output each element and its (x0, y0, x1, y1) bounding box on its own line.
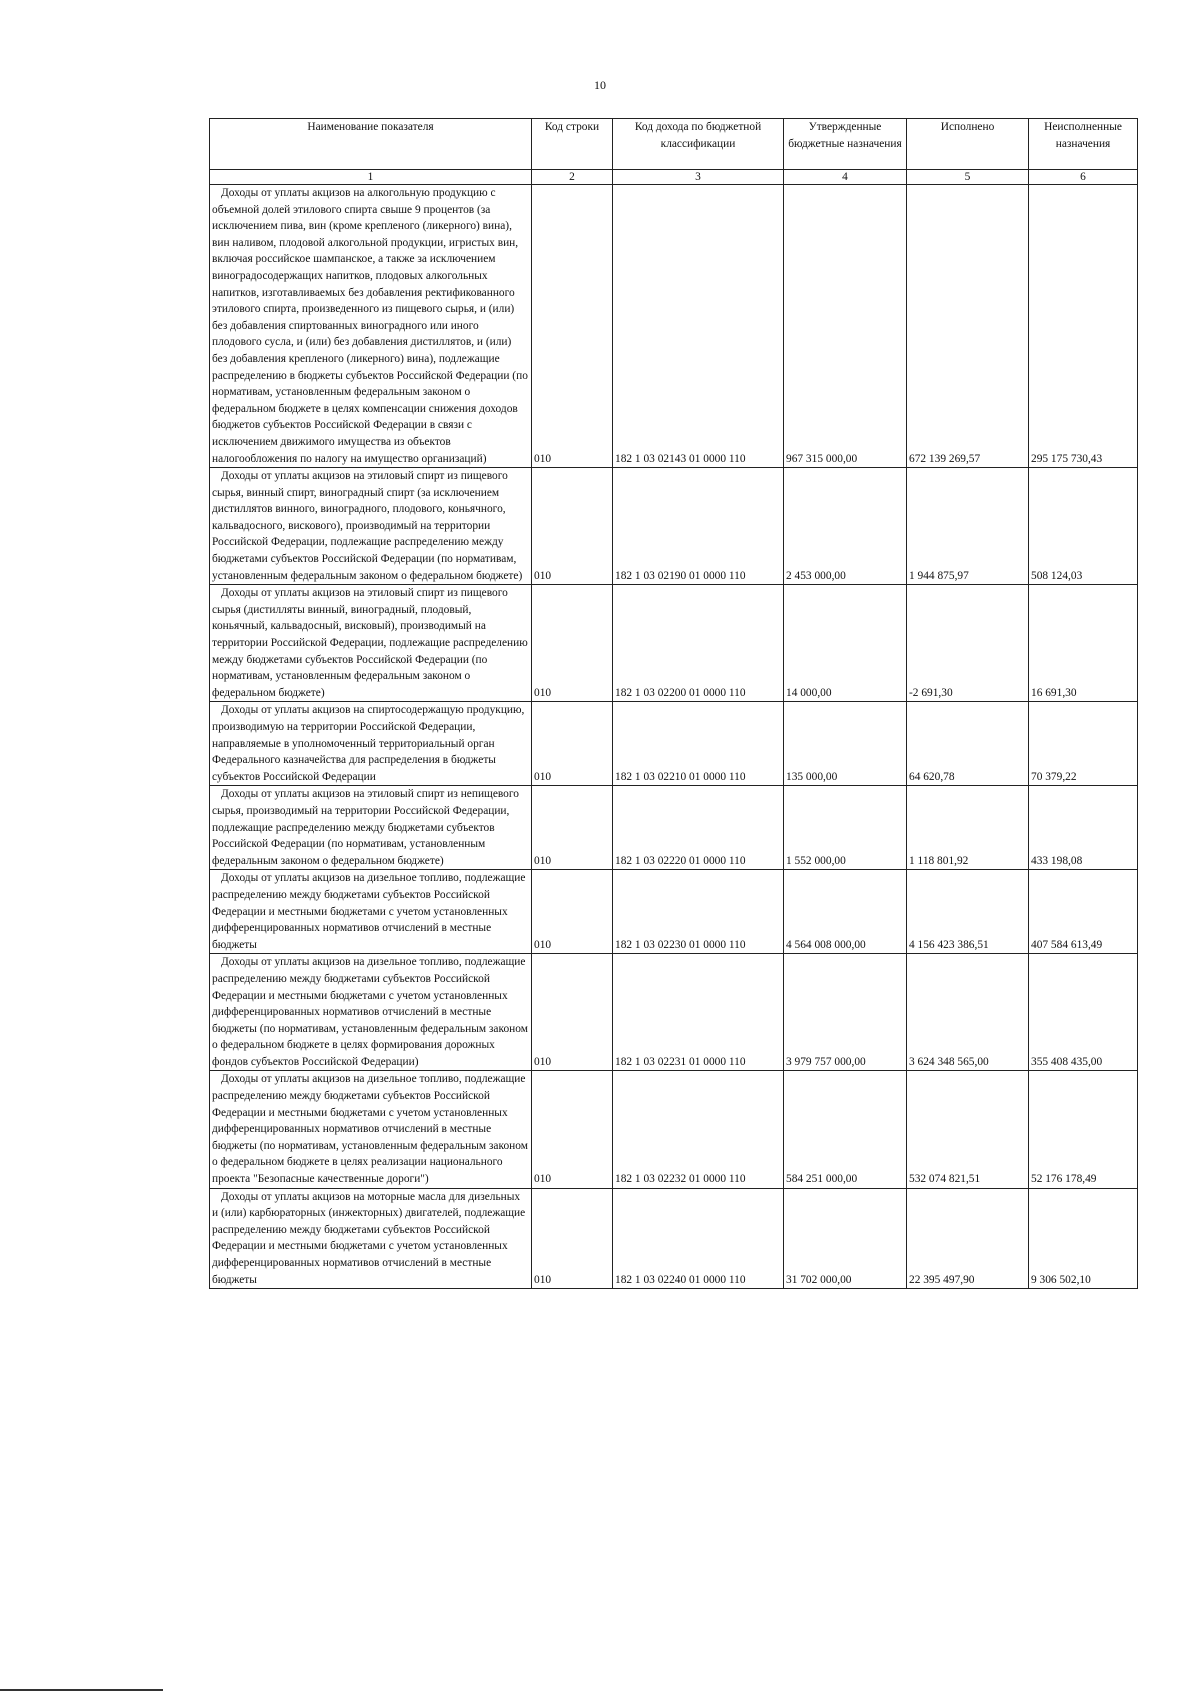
line-code: 010 (532, 1188, 613, 1289)
executed-amount: -2 691,30 (907, 585, 1029, 702)
column-header-executed: Исполнено (907, 119, 1029, 170)
executed-amount: 532 074 821,51 (907, 1071, 1029, 1188)
header-row (210, 119, 1138, 170)
unexecuted-amount: 295 175 730,43 (1029, 185, 1138, 468)
table-row (210, 954, 1138, 1071)
column-number: 5 (907, 170, 1029, 185)
indicator-name: Доходы от уплаты акцизов на этиловый спирт из пищевого сырья, винный спирт, виноградный спирт (за исключением дистиллятов винного, виноградного, плодового, коньячного, кальвадосного, вискового), производимый на территории Российской Федерации, подлежащие распределению между бюджетами субъектов Российской Федерации (по нормативам, установленным федеральным законом о федеральном бюджете) (210, 468, 532, 585)
approved-amount: 4 564 008 000,00 (784, 870, 907, 954)
unexecuted-amount: 52 176 178,49 (1029, 1071, 1138, 1188)
approved-amount: 2 453 000,00 (784, 468, 907, 585)
column-number: 4 (784, 170, 907, 185)
approved-amount: 1 552 000,00 (784, 786, 907, 870)
income-code: 182 1 03 02143 01 0000 110 (613, 185, 784, 468)
executed-amount: 22 395 497,90 (907, 1188, 1029, 1289)
approved-amount: 31 702 000,00 (784, 1188, 907, 1289)
column-number: 6 (1029, 170, 1138, 185)
income-code: 182 1 03 02230 01 0000 110 (613, 870, 784, 954)
income-code: 182 1 03 02231 01 0000 110 (613, 954, 784, 1071)
line-code: 010 (532, 1071, 613, 1188)
column-number: 1 (210, 170, 532, 185)
unexecuted-amount: 407 584 613,49 (1029, 870, 1138, 954)
line-code: 010 (532, 585, 613, 702)
approved-amount: 967 315 000,00 (784, 185, 907, 468)
executed-amount: 1 118 801,92 (907, 786, 1029, 870)
approved-amount: 135 000,00 (784, 702, 907, 786)
indicator-name: Доходы от уплаты акцизов на дизельное топливо, подлежащие распределению между бюджетами субъектов Российской Федерации и местными бюджетами с учетом установленных дифференцированных нормативов отчислений в местные бюджеты (210, 870, 532, 954)
executed-amount: 3 624 348 565,00 (907, 954, 1029, 1071)
indicator-name: Доходы от уплаты акцизов на моторные масла для дизельных и (или) карбюраторных (инжекторных) двигателей, подлежащие распределению между бюджетами субъектов Российской Федерации и местными бюджетами с учетом установленных дифференцированных нормативов отчислений в местные бюджеты (210, 1188, 532, 1289)
income-code: 182 1 03 02232 01 0000 110 (613, 1071, 784, 1188)
income-code: 182 1 03 02220 01 0000 110 (613, 786, 784, 870)
income-code: 182 1 03 02190 01 0000 110 (613, 468, 784, 585)
table-row (210, 1071, 1138, 1188)
line-code: 010 (532, 954, 613, 1071)
executed-amount: 4 156 423 386,51 (907, 870, 1029, 954)
column-header-income-code: Код дохода по бюджетной классификации (613, 119, 784, 170)
column-header-unexecuted: Неисполненные назначения (1029, 119, 1138, 170)
column-header-line-code: Код строки (532, 119, 613, 170)
line-code: 010 (532, 786, 613, 870)
approved-amount: 584 251 000,00 (784, 1071, 907, 1188)
executed-amount: 64 620,78 (907, 702, 1029, 786)
budget-execution-table (209, 118, 1138, 1289)
indicator-name: Доходы от уплаты акцизов на этиловый спирт из непищевого сырья, производимый на территории Российской Федерации, подлежащие распределению между бюджетами субъектов Российской Федерации (по нормативам, установленным федеральным законом о федеральном бюджете) (210, 786, 532, 870)
unexecuted-amount: 508 124,03 (1029, 468, 1138, 585)
page-edge-line (0, 1689, 163, 1691)
indicator-name: Доходы от уплаты акцизов на дизельное топливо, подлежащие распределению между бюджетами субъектов Российской Федерации и местными бюджетами с учетом установленных дифференцированных нормативов отчислений в местные бюджеты (по нормативам, установленным федеральным законом о федеральном бюджете в целях реализации национального проекта "Безопасные качественные дороги") (210, 1071, 532, 1188)
unexecuted-amount: 355 408 435,00 (1029, 954, 1138, 1071)
executed-amount: 672 139 269,57 (907, 185, 1029, 468)
column-number: 3 (613, 170, 784, 185)
unexecuted-amount: 70 379,22 (1029, 702, 1138, 786)
executed-amount: 1 944 875,97 (907, 468, 1029, 585)
table-row (210, 185, 1138, 468)
indicator-name: Доходы от уплаты акцизов на дизельное топливо, подлежащие распределению между бюджетами субъектов Российской Федерации и местными бюджетами с учетом установленных дифференцированных нормативов отчислений в местные бюджеты (по нормативам, установленным федеральным законом о федеральном бюджете в целях формирования дорожных фондов субъектов Российской Федерации) (210, 954, 532, 1071)
line-code: 010 (532, 468, 613, 585)
column-numbers-row (210, 170, 1138, 185)
table-row (210, 468, 1138, 585)
column-header-approved: Утвержденные бюджетные назначения (784, 119, 907, 170)
table-row (210, 702, 1138, 786)
line-code: 010 (532, 702, 613, 786)
table-row (210, 1188, 1138, 1289)
column-number: 2 (532, 170, 613, 185)
table-row (210, 786, 1138, 870)
table-row (210, 585, 1138, 702)
column-header-name: Наименование показателя (210, 119, 532, 170)
unexecuted-amount: 9 306 502,10 (1029, 1188, 1138, 1289)
table-row (210, 870, 1138, 954)
income-code: 182 1 03 02240 01 0000 110 (613, 1188, 784, 1289)
unexecuted-amount: 16 691,30 (1029, 585, 1138, 702)
approved-amount: 14 000,00 (784, 585, 907, 702)
line-code: 010 (532, 185, 613, 468)
indicator-name: Доходы от уплаты акцизов на алкогольную продукцию с объемной долей этилового спирта свыше 9 процентов (за исключением пива, вин (кроме крепленого (ликерного) вина), вин наливом, плодовой алкогольной продукции, игристых вин, включая российское шампанское, а также за исключением виноградосодержащих напитков, плодовых алкогольных напитков, изготавливаемых без добавления ректификованного этилового спирта, произведенного из пищевого сырья, и (или) без добавления спиртованных виноградного или иного плодового сусла, и (или) без добавления дистиллятов, и (или) без добавления крепленого (ликерного) вина), подлежащие распределению в бюджеты субъектов Российской Федерации (по нормативам, установленным федеральным законом о федеральном бюджете в целях компенсации снижения доходов бюджетов субъектов Российской Федерации в связи с исключением движимого имущества из объектов налогообложения по налогу на имущество организаций) (210, 185, 532, 468)
line-code: 010 (532, 870, 613, 954)
income-code: 182 1 03 02200 01 0000 110 (613, 585, 784, 702)
indicator-name: Доходы от уплаты акцизов на спиртосодержащую продукцию, производимую на территории Российской Федерации, направляемые в уполномоченный территориальный орган Федерального казначейства для распределения в бюджеты субъектов Российской Федерации (210, 702, 532, 786)
unexecuted-amount: 433 198,08 (1029, 786, 1138, 870)
approved-amount: 3 979 757 000,00 (784, 954, 907, 1071)
page-number: 10 (594, 78, 606, 92)
indicator-name: Доходы от уплаты акцизов на этиловый спирт из пищевого сырья (дистилляты винный, виноградный, плодовый, коньячный, кальвадосный, висковый), производимый на территории Российской Федерации, подлежащие распределению между бюджетами субъектов Российской Федерации (по нормативам, установленным федеральным законом о федеральном бюджете) (210, 585, 532, 702)
income-code: 182 1 03 02210 01 0000 110 (613, 702, 784, 786)
